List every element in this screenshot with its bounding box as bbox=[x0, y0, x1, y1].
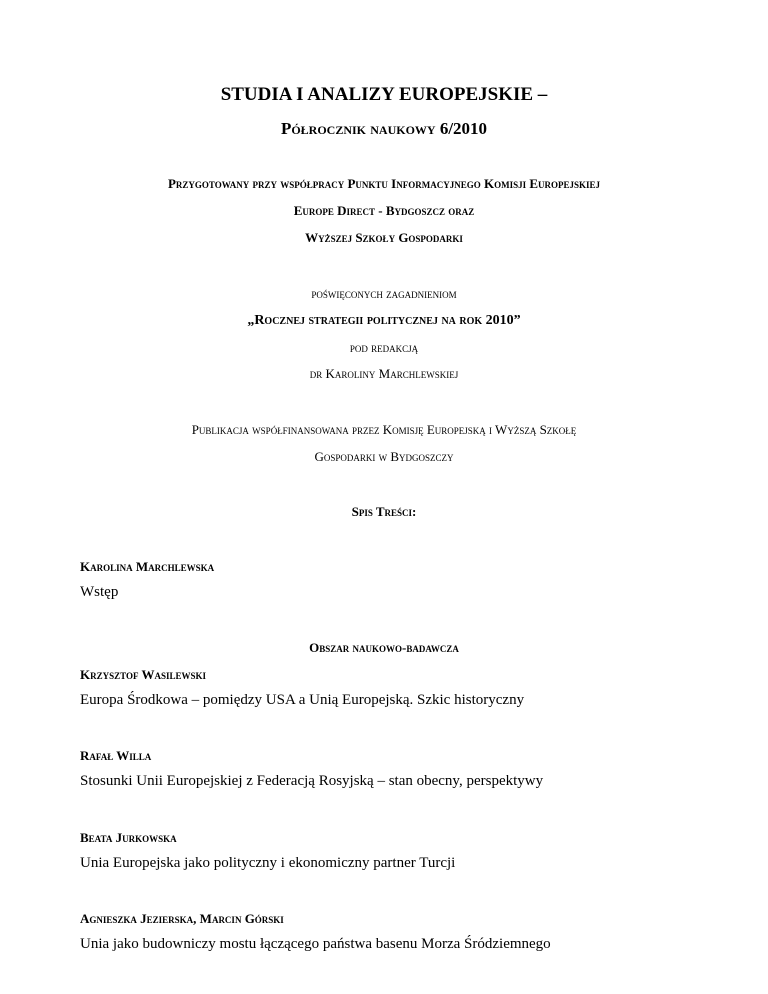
toc-title-1: Europa Środkowa – pomiędzy USA a Unią Europejską. Szkic historyczny bbox=[80, 692, 525, 708]
dedication-topic: „Rocznej strategii politycznej na rok 2010” bbox=[247, 313, 521, 328]
toc-title-2: Stosunki Unii Europejskiej z Federacją Rosyjską – stan obecny, perspektywy bbox=[80, 773, 544, 789]
funding-line-2: Gospodarki w Bydgoszczy bbox=[314, 449, 454, 464]
editor-name: dr Karoliny Marchlewskiej bbox=[309, 366, 459, 381]
toc-author-0: Karolina Marchlewska bbox=[80, 559, 215, 574]
toc-title-0: Wstęp bbox=[80, 584, 119, 600]
cooperation-line-2: Europe Direct - Bydgoszcz oraz bbox=[293, 203, 475, 218]
journal-title: STUDIA I ANALIZY EUROPEJSKIE – bbox=[220, 84, 548, 105]
toc-title-4: Unia jako budowniczy mostu łączącego państwa basenu Morza Śródziemnego bbox=[80, 936, 551, 952]
toc-title-3: Unia Europejska jako polityczny i ekonomiczny partner Turcji bbox=[80, 855, 456, 871]
journal-subtitle: Półrocznik naukowy 6/2010 bbox=[280, 119, 488, 138]
toc-heading: Spis Treści: bbox=[351, 504, 417, 519]
toc-author-2: Rafał Willa bbox=[80, 748, 152, 763]
toc-author-4: Agnieszka Jezierska, Marcin Górski bbox=[80, 911, 284, 926]
cooperation-line-3: Wyższej Szkoły Gospodarki bbox=[305, 230, 463, 245]
section-heading: Obszar naukowo-badawcza bbox=[309, 640, 459, 655]
editor-intro: pod redakcją bbox=[349, 340, 419, 355]
toc-author-1: Krzysztof Wasilewski bbox=[80, 667, 206, 682]
funding-line-1: Publikacja współfinansowana przez Komisję Europejską i Wyższą Szkołę bbox=[191, 422, 577, 437]
dedication-intro: poświęconych zagadnieniom bbox=[311, 286, 457, 301]
cooperation-line-1: Przygotowany przy współpracy Punktu Informacyjnego Komisji Europejskiej bbox=[167, 176, 601, 191]
toc-author-3: Beata Jurkowska bbox=[80, 830, 177, 845]
